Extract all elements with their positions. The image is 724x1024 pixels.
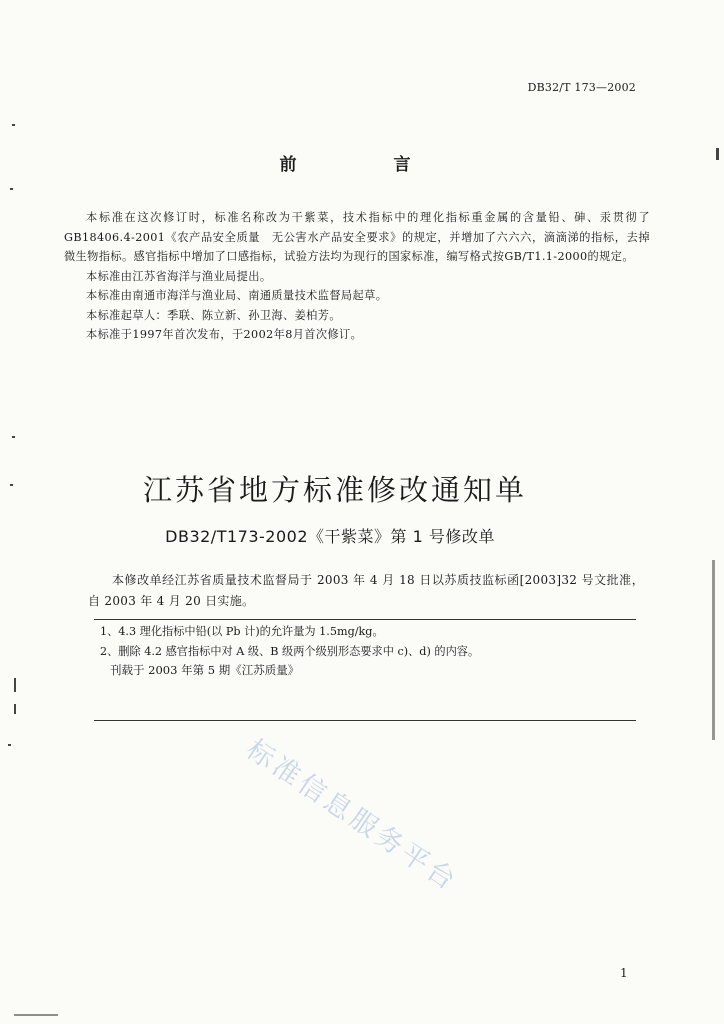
notice-intro — [88, 570, 644, 612]
scan-edge-mark — [712, 560, 715, 740]
preface-paragraph: 本标准由江苏省海洋与渔业局提出。 — [86, 269, 272, 283]
scan-edge-mark — [12, 436, 15, 438]
scan-edge-mark — [14, 704, 16, 714]
notice-subtitle: DB32/T173-2002《干紫菜》第 1 号修改单 — [165, 527, 495, 546]
preface-title: 前 言 — [279, 155, 451, 175]
publication-note: 刊载于 2003 年第 5 期《江苏质量》 — [110, 663, 300, 677]
change-item: 1、4.3 理化指标中铅(以 Pb 计)的允许量为 1.5mg/kg。 — [100, 625, 384, 638]
scan-edge-mark — [14, 1014, 58, 1016]
watermark: 标准信息服务平台 — [240, 733, 464, 899]
document-code: DB32/T 173—2002 — [527, 81, 636, 94]
preface-paragraph: 本标准起草人：季联、陈立新、孙卫海、姜柏芳。 — [86, 308, 341, 322]
preface-body — [64, 208, 650, 345]
scan-edge-mark — [12, 124, 15, 126]
scan-edge-mark — [8, 744, 11, 746]
divider-top — [94, 619, 636, 620]
scan-edge-mark — [14, 678, 16, 692]
scan-edge-mark — [10, 188, 13, 190]
change-list — [100, 622, 636, 662]
scan-edge-mark — [10, 484, 13, 486]
scan-edge-mark — [716, 148, 719, 160]
preface-paragraph: 本标准由南通市海洋与渔业局、南通质量技术监督局起草。 — [86, 289, 388, 302]
notice-title: 江苏省地方标准修改通知单 — [142, 473, 527, 507]
notice-intro-text: 本修改单经江苏省质量技术监督局于 2003 年 4 月 18 日以苏质技监标函[2003]32 号文批准，自 2003 年 4 月 20 日实施。 — [88, 573, 644, 608]
change-item: 2、删除 4.2 感官指标中对 A 级、B 级两个级别形态要求中 c)、d) 的内容。 — [100, 645, 480, 658]
preface-paragraph: 本标准在这次修订时，标准名称改为干紫菜，技术指标中的理化指标重金属的含量铅、砷、汞贯彻了GB18406.4-2001《农产品安全质量 无公害水产品安全要求》的规定，并增加了六六六，滴滴涕的指标，去掉微生物指标。感官指标中增加了口感指标，试验方法均为现行的国家标准，编写格式按GB/T1.1-2000的规定。 — [64, 211, 650, 263]
divider-bottom — [94, 720, 636, 721]
preface-paragraph: 本标准于1997年首次发布，于2002年8月首次修订。 — [86, 328, 363, 341]
page-number: 1 — [620, 966, 628, 980]
